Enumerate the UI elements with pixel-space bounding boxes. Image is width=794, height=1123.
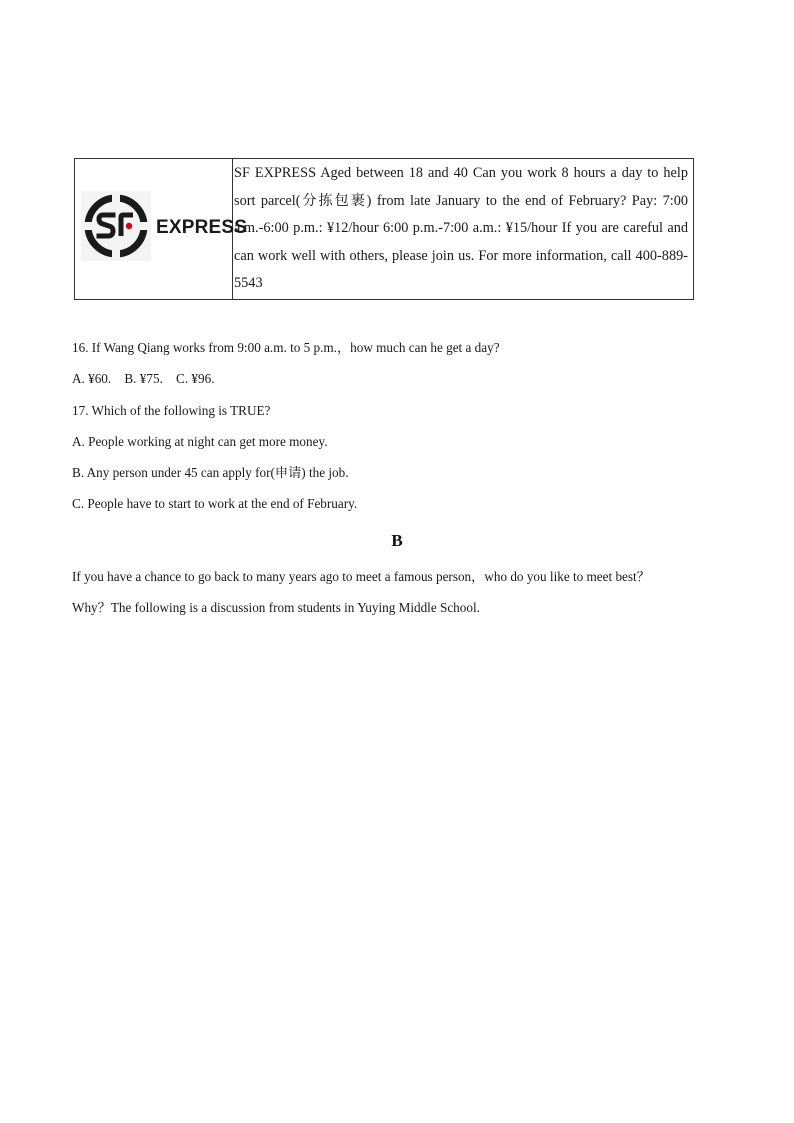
question-16-options: A. ¥60. B. ¥75. C. ¥96. — [72, 371, 215, 386]
job-ad-table — [74, 158, 694, 300]
section-heading-b: B — [391, 531, 403, 550]
logo-wordmark: EXPRESS — [156, 217, 248, 238]
question-16-stem: 16. If Wang Qiang works from 9:00 a.m. to 5 p.m.，how much can he get a day? — [72, 340, 500, 355]
ad-text: SF EXPRESS Aged between 18 and 40 Can you work 8 hours a day to help sort parcel(分拣包裹) from late January to the end of February? Pay: 7:00 a.m.-6:00 p.m.: ¥12/hour 6:00 p.m.-7:00 a.m.: ¥15/hour If you are careful and can work well with others, please join us. For more information, call 400-889-5543 — [234, 165, 688, 292]
logo-cell — [75, 159, 248, 299]
sf-logo-icon — [81, 191, 151, 261]
section-b-paragraph-line2: Why？The following is a discussion from students in Yuying Middle School. — [72, 600, 480, 615]
question-17-stem: 17. Which of the following is TRUE? — [72, 403, 271, 418]
question-17-option-c: C. People have to start to work at the end of February. — [72, 496, 358, 511]
question-17-option-b: B. Any person under 45 can apply for(申请) the job. — [72, 465, 349, 480]
section-b-paragraph-line1: If you have a chance to go back to many years ago to meet a famous person，who do you like to meet best？ — [72, 569, 650, 584]
question-17-option-a: A. People working at night can get more money. — [72, 434, 328, 449]
